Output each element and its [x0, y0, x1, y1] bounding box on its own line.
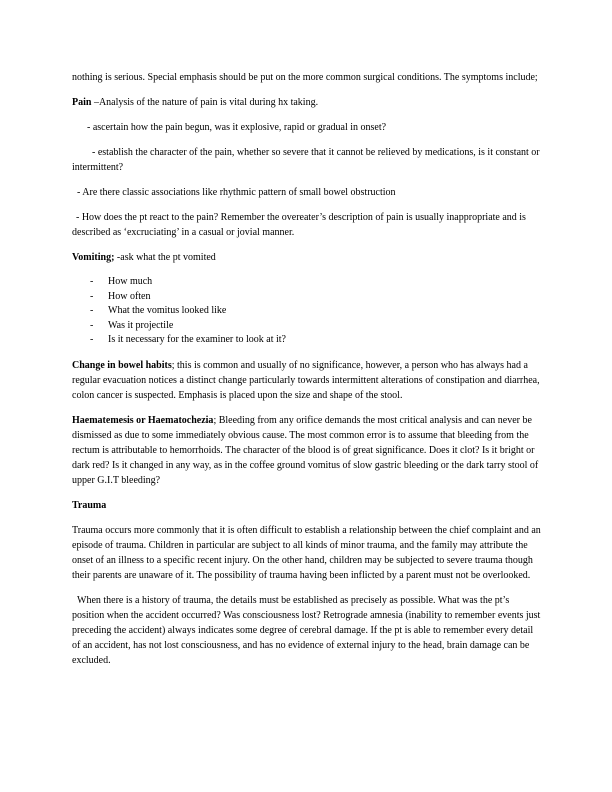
haem-label: Haematemesis or Haematochezia — [72, 414, 214, 426]
bowel-label: Change in bowel habits — [72, 359, 172, 371]
list-item-text: Is it necessary for the examiner to look at it? — [108, 334, 286, 345]
pain-point-character: - establish the character of the pain, whether so severe that it cannot be relieved by medications, is it constant or intermittent? — [72, 147, 540, 173]
list-item-text: What the vomitus looked like — [108, 305, 227, 316]
haem-paragraph — [72, 413, 542, 488]
trauma-paragraph-1: Trauma occurs more commonly that it is often difficult to establish a relationship between the chief complaint and an episode of trauma. Children in particular are subject to all kinds of minor trauma, and the family may attribute the onset of an illness to a specific recent injury. On the other hand, children may be subjected to severe trauma though their parents are unaware of it. The possibility of trauma having been inflicted by a parent must not be overlooked. — [72, 524, 541, 581]
bowel-text: ; this is common and usually of no significance, however, a person who has always had a regular evacuation notices a distinct change particularly towards intermittent alterations of constipation and diarrhea, colon cancer is suspected. Emphasis is placed upon the size and shape of the stool. — [72, 359, 540, 401]
list-item — [72, 275, 542, 290]
dash-bullet: - — [90, 276, 94, 287]
vomiting-label: Vomiting; — [72, 252, 115, 263]
intro-paragraph: nothing is serious. Special emphasis should be put on the more common surgical conditions. The symptoms include; — [72, 72, 538, 83]
trauma-paragraph-2: When there is a history of trauma, the details must be established as precisely as possible. What was the pt’s position when the accident occurred? Was consciousness lost? Retrograde amnesia (inability to remember events just preceding the accident) always indicates some degree of cerebral damage. If the pt is able to remember every detail of an accident, has not lost consciousness, and has no evidence of external injury to the head, brain damage can be excluded. — [72, 594, 541, 666]
vomiting-text: -ask what the pt vomited — [114, 252, 216, 263]
list-item — [72, 304, 542, 319]
pain-text: –Analysis of the nature of pain is vital during hx taking. — [91, 97, 319, 108]
pain-point-reaction: - How does the pt react to the pain? Remember the overeater’s description of pain is usually inappropriate and is described as ‘excruciating’ in a casual or jovial manner. — [72, 212, 526, 238]
list-item — [72, 319, 542, 334]
pain-paragraph — [72, 95, 542, 110]
list-item — [72, 290, 542, 305]
haem-text: ; Bleeding from any orifice demands the most critical analysis and can never be dismissed as due to some immediately obvious cause. The most common error is to assume that bleeding from the rectum is attributable to hemorrhoids. The character of the blood is of great significance. Does it clot? Is it bright or dark red? Is it changed in any way, as in the coffee ground vomitus of slow gastric bleeding or the dark tarry stool of upper G.I.T bleeding? — [72, 414, 539, 486]
list-item-text: How often — [108, 290, 151, 302]
vomiting-list — [72, 275, 542, 348]
dash-bullet: - — [90, 319, 94, 331]
list-item-text: Was it projectile — [108, 319, 174, 331]
dash-bullet: - — [90, 305, 94, 316]
list-item — [72, 333, 542, 348]
pain-point-associations: - Are there classic associations like rhythmic pattern of small bowel obstruction — [77, 187, 396, 198]
list-item-text: How much — [108, 276, 153, 287]
pain-label: Pain — [72, 97, 92, 108]
dash-bullet: - — [90, 334, 94, 345]
dash-bullet: - — [90, 290, 94, 302]
pain-point-onset: - ascertain how the pain begun, was it explosive, rapid or gradual in onset? — [87, 122, 387, 133]
trauma-heading: Trauma — [72, 499, 107, 511]
vomiting-paragraph — [72, 250, 542, 265]
bowel-paragraph — [72, 358, 542, 403]
document-page — [72, 70, 542, 678]
